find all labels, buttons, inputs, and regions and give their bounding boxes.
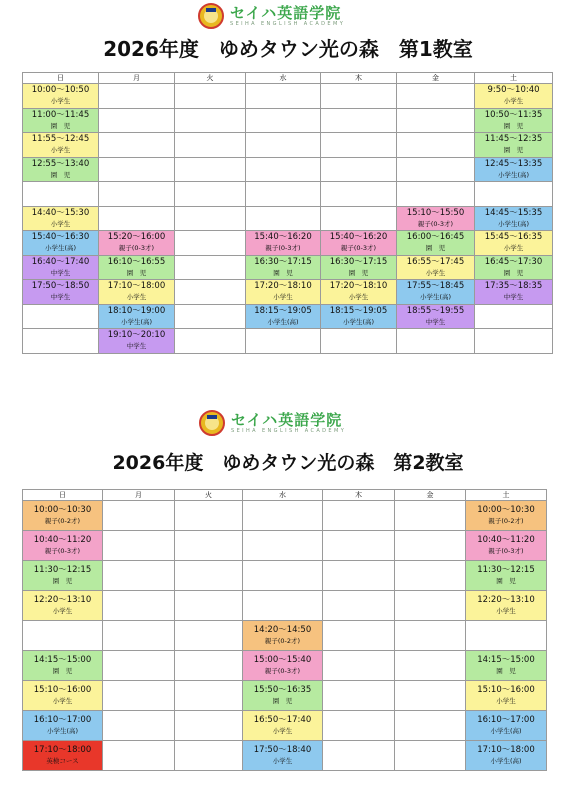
class-time: 12:45〜13:35 [484,158,543,169]
class-slot [475,280,553,305]
class-time: 16:50〜17:40 [253,714,312,725]
class-label: 親子(0-3才) [340,244,377,253]
table-row [23,133,553,158]
empty-slot [466,621,547,651]
class-time: 16:10〜16:55 [107,256,166,267]
class-slot [99,280,175,305]
class-time: 16:55〜17:45 [406,256,465,267]
class-slot [466,651,547,681]
class-label: 小学生 [272,727,293,736]
class-label: 園 児 [50,121,71,130]
class-slot [23,255,99,280]
class-slot [466,561,547,591]
class-time: 17:35〜18:35 [484,281,543,291]
class-slot [243,711,323,741]
brand-logo-1 [198,3,345,29]
empty-slot [175,621,243,651]
class-time: 17:50〜18:40 [253,744,312,755]
empty-slot [99,108,175,133]
class-time: 10:40〜11:20 [477,534,535,545]
class-time: 15:10〜15:50 [406,207,465,218]
class-slot [243,621,323,651]
empty-slot [246,157,321,182]
empty-slot [23,329,99,354]
class-time: 15:40〜16:20 [254,232,312,242]
empty-slot [323,561,395,591]
class-label: 園 児 [52,577,73,586]
class-slot [243,681,323,711]
empty-slot [321,182,397,207]
class-slot [246,280,321,305]
empty-slot [175,182,246,207]
class-label: 小学生 [50,97,71,106]
empty-slot [397,84,475,109]
day-header: 火 [175,73,246,84]
class-slot [466,531,547,561]
day-header-row [23,490,547,501]
empty-slot [23,182,99,207]
brand-subtitle: SEIHA ENGLISH ACADEMY [230,20,346,27]
empty-slot [395,531,466,561]
empty-slot [323,621,395,651]
class-label: 親子(0-3才) [118,244,155,253]
class-time: 15:40〜16:20 [329,232,388,242]
class-label: 小学生 [272,757,293,766]
class-slot [321,255,397,280]
seiha-logo-icon [199,410,225,436]
empty-slot [323,741,395,771]
empty-slot [99,206,175,231]
class-label: 小学生 [50,219,71,228]
empty-slot [99,182,175,207]
empty-slot [23,304,99,329]
brand-name: セイハ英語学院 [231,410,343,429]
class-slot [475,108,553,133]
empty-slot [395,621,466,651]
class-slot [243,651,323,681]
class-slot [397,231,475,256]
class-time: 15:20〜16:00 [107,232,166,242]
empty-slot [395,711,466,741]
table-row [23,84,553,109]
table-row [23,157,553,182]
class-slot [475,133,553,158]
class-label: 小学生 [425,268,446,277]
empty-slot [321,108,397,133]
class-slot [23,133,99,158]
empty-slot [397,157,475,182]
day-header: 金 [395,490,466,501]
class-label: 小学生 [496,607,516,616]
class-time: 16:10〜17:00 [33,714,92,725]
empty-slot [23,621,103,651]
class-label: 園 児 [503,146,524,155]
empty-slot [323,711,395,741]
class-time: 17:10〜18:00 [107,281,166,291]
empty-slot [321,84,397,109]
class-time: 9:50〜10:40 [487,85,540,95]
class-label: 園 児 [126,268,147,277]
class-time: 18:55〜19:55 [406,305,465,316]
class-time: 17:20〜18:10 [254,281,312,291]
empty-slot [175,501,243,531]
empty-slot [243,561,323,591]
empty-slot [323,501,395,531]
class-time: 14:15〜15:00 [477,654,535,665]
brand-logo-2 [199,410,346,436]
class-time: 10:40〜11:20 [33,534,92,545]
class-time: 16:10〜17:00 [477,714,535,725]
empty-slot [103,531,175,561]
table-row [23,329,553,354]
class-slot [321,231,397,256]
class-label: 小学生(高) [120,317,153,326]
empty-slot [175,255,246,280]
empty-slot [175,206,246,231]
empty-slot [175,84,246,109]
empty-slot [103,741,175,771]
class-label: 小学生(高) [497,170,530,179]
empty-slot [246,206,321,231]
class-time: 16:00〜16:45 [406,232,465,242]
table-row [23,561,547,591]
class-label: 中学生 [425,317,446,326]
class-slot [475,255,553,280]
class-time: 17:55〜18:45 [406,281,465,291]
class-slot [23,501,103,531]
class-slot [23,741,103,771]
class-label: 親子(0-3才) [488,547,524,556]
class-label: 中学生 [50,293,71,302]
class-label: 園 児 [50,170,71,179]
empty-slot [395,741,466,771]
class-label: 中学生 [503,293,524,302]
table-row [23,501,547,531]
empty-slot [323,531,395,561]
schedule-title-2: 2026年度 ゆめタウン光の森 第2教室 [112,452,464,474]
empty-slot [103,651,175,681]
class-time: 16:30〜17:15 [329,256,388,267]
class-slot [23,231,99,256]
class-slot [321,280,397,305]
empty-slot [175,157,246,182]
table-row [23,681,547,711]
class-slot [397,206,475,231]
table-row [23,255,553,280]
class-time: 14:15〜15:00 [33,654,92,665]
class-label: 園 児 [503,268,524,277]
class-label: 小学生(高) [342,317,375,326]
table-row [23,108,553,133]
class-label: 園 児 [348,268,369,277]
empty-slot [321,206,397,231]
class-label: 小学生 [348,293,369,302]
class-time: 11:00〜11:45 [31,109,90,120]
table-row [23,304,553,329]
class-slot [23,681,103,711]
empty-slot [321,157,397,182]
class-label: 園 児 [503,121,524,130]
class-label: 小学生 [273,293,293,302]
schedule-title-1: 2026年度 ゆめタウン光の森 第1教室 [103,37,473,61]
class-label: 園 児 [272,697,293,706]
empty-slot [175,304,246,329]
empty-slot [175,531,243,561]
brand-subtitle: SEIHA ENGLISH ACADEMY [231,427,347,434]
empty-slot [99,133,175,158]
class-time: 19:10〜20:10 [107,330,166,340]
empty-slot [175,711,243,741]
class-slot [23,711,103,741]
class-slot [475,84,553,109]
class-slot [246,304,321,329]
class-label: 小学生 [503,244,524,253]
class-label: 親子(0-2才) [44,517,81,526]
class-time: 17:10〜18:00 [33,744,92,755]
class-time: 15:45〜16:35 [484,232,543,242]
empty-slot [99,84,175,109]
empty-slot [103,711,175,741]
empty-slot [246,108,321,133]
class-label: 小学生(高) [497,219,530,228]
class-time: 12:20〜13:10 [477,594,535,605]
class-time: 18:10〜19:00 [107,305,166,316]
empty-slot [175,681,243,711]
class-label: 中学生 [126,342,147,351]
empty-slot [395,651,466,681]
schedule-table-2 [22,489,547,771]
class-slot [466,681,547,711]
class-slot [243,741,323,771]
class-label: 親子(0-3才) [265,244,301,253]
table-row [23,231,553,256]
empty-slot [323,651,395,681]
table-row [23,651,547,681]
empty-slot [321,329,397,354]
day-header: 金 [397,73,475,84]
class-slot [99,231,175,256]
empty-slot [395,591,466,621]
empty-slot [175,561,243,591]
empty-slot [103,501,175,531]
empty-slot [175,108,246,133]
class-time: 10:00〜10:30 [33,504,92,515]
class-slot [466,501,547,531]
day-header: 木 [323,490,395,501]
brand-name: セイハ英語学院 [230,3,342,22]
empty-slot [103,561,175,591]
class-time: 18:15〜19:05 [329,305,388,316]
day-header: 月 [99,73,175,84]
empty-slot [395,501,466,531]
class-label: 園 児 [496,667,516,676]
class-slot [246,255,321,280]
empty-slot [397,133,475,158]
class-time: 14:20〜14:50 [253,624,312,635]
class-label: 小学生(高) [419,293,452,302]
day-header: 土 [466,490,547,501]
empty-slot [103,681,175,711]
class-time: 15:10〜16:00 [33,684,92,695]
class-time: 16:45〜17:30 [484,256,543,267]
class-label: 小学生(高) [46,727,79,736]
class-label: 親子(0-2才) [264,637,301,646]
class-slot [23,561,103,591]
day-header: 水 [246,73,321,84]
class-label: 小学生 [50,146,71,155]
empty-slot [175,651,243,681]
empty-slot [246,329,321,354]
empty-slot [397,182,475,207]
class-slot [99,329,175,354]
empty-slot [103,621,175,651]
class-label: 小学生 [52,697,73,706]
class-time: 15:50〜16:35 [253,684,312,695]
class-slot [23,157,99,182]
empty-slot [475,329,553,354]
class-label: 親子(0-3才) [44,547,81,556]
class-time: 10:00〜10:50 [31,85,90,95]
empty-slot [321,133,397,158]
empty-slot [243,531,323,561]
table-row [23,280,553,305]
class-slot [23,651,103,681]
seiha-logo-icon [198,3,224,29]
class-label: 英検コース [46,757,79,766]
class-slot [246,231,321,256]
day-header: 火 [175,490,243,501]
class-time: 11:55〜12:45 [31,134,90,144]
empty-slot [323,681,395,711]
empty-slot [246,84,321,109]
class-time: 12:20〜13:10 [33,594,92,605]
empty-slot [175,280,246,305]
empty-slot [175,133,246,158]
class-time: 12:55〜13:40 [31,158,90,169]
class-time: 14:45〜15:35 [484,207,543,218]
class-time: 15:10〜16:00 [477,684,535,695]
day-header-row [23,73,553,84]
class-slot [23,280,99,305]
class-time: 17:20〜18:10 [329,281,388,291]
empty-slot [99,157,175,182]
class-time: 17:50〜18:50 [31,281,90,291]
class-label: 小学生(高) [490,727,522,736]
empty-slot [175,231,246,256]
class-time: 15:40〜16:30 [31,232,90,242]
class-slot [397,255,475,280]
class-time: 10:50〜11:35 [484,109,543,120]
class-label: 中学生 [50,268,71,277]
empty-slot [395,681,466,711]
class-slot [466,711,547,741]
table-row [23,531,547,561]
empty-slot [246,133,321,158]
table-row [23,711,547,741]
empty-slot [323,591,395,621]
class-time: 17:10〜18:00 [477,744,535,755]
empty-slot [395,561,466,591]
empty-slot [475,182,553,207]
class-slot [23,206,99,231]
table-row [23,182,553,207]
class-label: 園 児 [52,667,73,676]
day-header: 木 [321,73,397,84]
class-slot [23,84,99,109]
class-time: 14:40〜15:30 [31,207,90,218]
empty-slot [475,304,553,329]
class-label: 小学生 [126,293,147,302]
class-time: 11:30〜12:15 [477,564,535,575]
day-header: 月 [103,490,175,501]
class-slot [475,157,553,182]
schedule-table-1 [22,72,553,354]
class-time: 18:15〜19:05 [254,305,312,316]
empty-slot [175,329,246,354]
empty-slot [243,501,323,531]
class-time: 10:00〜10:30 [477,504,535,515]
class-label: 園 児 [496,577,516,586]
class-slot [397,280,475,305]
class-slot [475,231,553,256]
class-time: 16:30〜17:15 [254,256,312,267]
class-slot [23,108,99,133]
empty-slot [175,741,243,771]
class-slot [466,741,547,771]
class-time: 15:00〜15:40 [253,654,312,665]
empty-slot [243,591,323,621]
class-slot [397,304,475,329]
empty-slot [246,182,321,207]
class-slot [99,304,175,329]
table-row [23,591,547,621]
class-slot [99,255,175,280]
class-time: 11:45〜12:35 [484,134,543,144]
class-time: 11:30〜12:15 [33,564,92,575]
class-slot [466,591,547,621]
table-row [23,741,547,771]
class-label: 親子(0-3才) [264,667,301,676]
empty-slot [103,591,175,621]
class-label: 小学生(高) [267,317,299,326]
class-label: 小学生 [496,697,516,706]
day-header: 土 [475,73,553,84]
empty-slot [397,108,475,133]
class-label: 親子(0-2才) [488,517,524,526]
class-label: 園 児 [425,244,446,253]
day-header: 日 [23,73,99,84]
class-slot [23,531,103,561]
table-row [23,621,547,651]
empty-slot [397,329,475,354]
class-slot [23,591,103,621]
class-slot [321,304,397,329]
class-slot [475,206,553,231]
class-label: 小学生 [503,97,524,106]
class-label: 親子(0-3才) [417,219,454,228]
class-label: 小学生(高) [490,757,522,766]
table-row [23,206,553,231]
empty-slot [175,591,243,621]
class-time: 16:40〜17:40 [31,256,90,267]
class-label: 小学生(高) [44,244,77,253]
class-label: 小学生 [52,607,73,616]
class-label: 園 児 [273,268,293,277]
day-header: 水 [243,490,323,501]
day-header: 日 [23,490,103,501]
